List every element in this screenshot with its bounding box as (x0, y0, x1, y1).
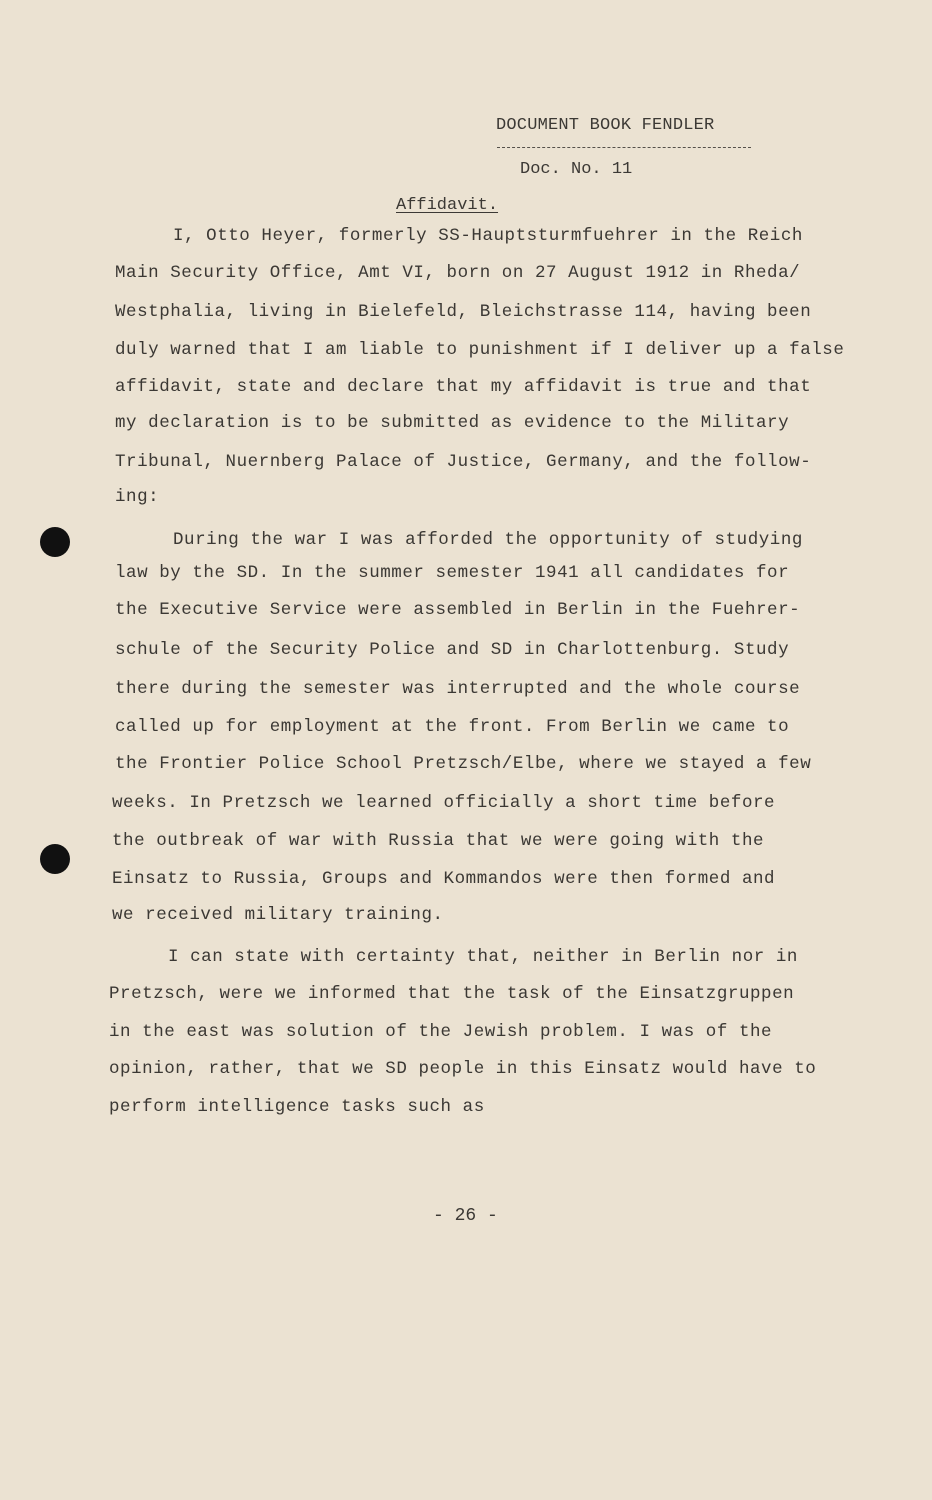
text-line: schule of the Security Police and SD in Charlottenburg. Study (115, 640, 790, 660)
text-line: I can state with certainty that, neither in Berlin nor in (168, 947, 798, 967)
text-line: duly warned that I am liable to punishment if I deliver up a false (115, 340, 845, 360)
page-number: - 26 - (433, 1206, 498, 1226)
text-line: in the east was solution of the Jewish problem. I was of the (109, 1022, 773, 1042)
text-line: law by the SD. In the summer semester 1941 all candidates for (115, 563, 790, 583)
text-line: there during the semester was interrupted and the whole course (115, 679, 801, 699)
heading-rule (497, 147, 751, 148)
text-line: ing: (115, 487, 160, 507)
text-line: Tribunal, Nuernberg Palace of Justice, Germany, and the follow- (115, 452, 812, 472)
text-line: Pretzsch, were we informed that the task of the Einsatzgruppen (109, 984, 795, 1004)
text-line: we received military training. (112, 905, 444, 925)
text-line: my declaration is to be submitted as evidence to the Military (115, 413, 790, 433)
text-line: called up for employment at the front. From Berlin we came to (115, 717, 790, 737)
document-book-heading: DOCUMENT BOOK FENDLER (496, 116, 715, 135)
text-line: perform intelligence tasks such as (109, 1097, 485, 1117)
text-line: During the war I was afforded the opportunity of studying (173, 530, 803, 550)
affidavit-title: Affidavit. (396, 196, 499, 215)
text-line: Main Security Office, Amt VI, born on 27 August 1912 in Rheda/ (115, 263, 801, 283)
text-line: Einsatz to Russia, Groups and Kommandos were then formed and (112, 869, 776, 889)
text-line: opinion, rather, that we SD people in this Einsatz would have to (109, 1059, 817, 1079)
text-line: the outbreak of war with Russia that we were going with the (112, 831, 765, 851)
text-line: the Executive Service were assembled in Berlin in the Fuehrer- (115, 600, 801, 620)
punch-hole-bottom (40, 844, 70, 874)
text-line: weeks. In Pretzsch we learned officially a short time before (112, 793, 776, 813)
text-line: Westphalia, living in Bielefeld, Bleichstrasse 114, having been (115, 302, 812, 322)
text-line: I, Otto Heyer, formerly SS-Hauptsturmfuehrer in the Reich (173, 226, 803, 246)
text-line: the Frontier Police School Pretzsch/Elbe, where we stayed a few (115, 754, 812, 774)
punch-hole-top (40, 527, 70, 557)
text-line: affidavit, state and declare that my affidavit is true and that (115, 377, 812, 397)
document-number: Doc. No. 11 (520, 160, 633, 179)
